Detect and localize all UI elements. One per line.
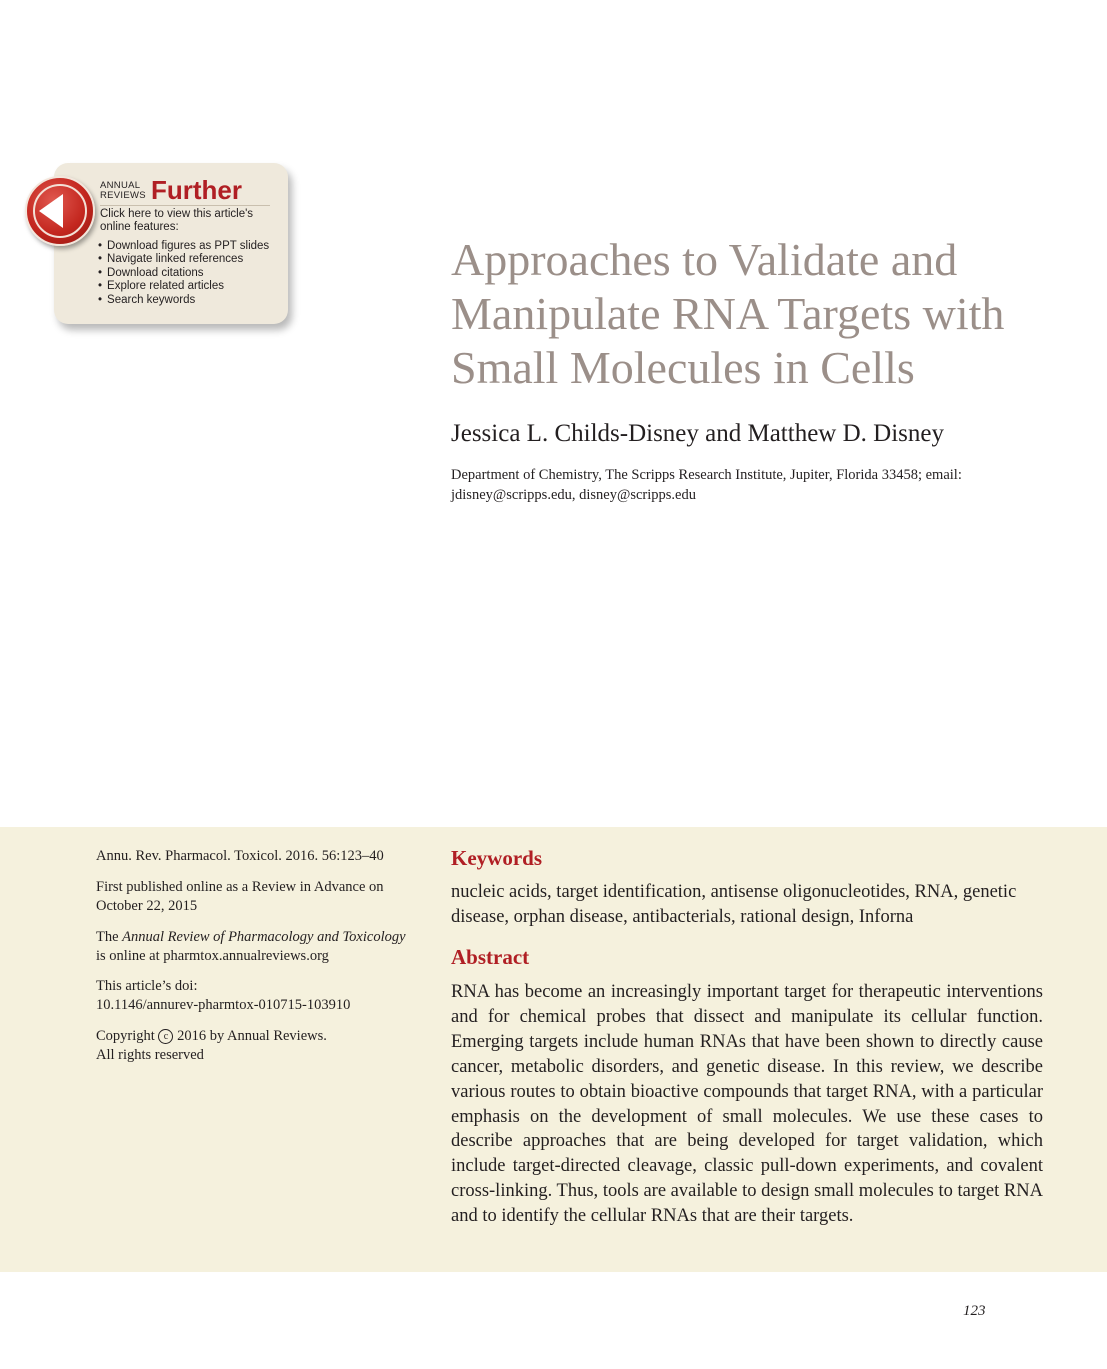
feature-item[interactable]: • Download citations (98, 267, 269, 280)
further-feature-list (98, 240, 269, 307)
further-intro-text: to view this article's online features: (100, 208, 254, 234)
author-affiliation: Department of Chemistry, The Scripps Research Institute, Jupiter, Florida 33458; email: jdisney@scripps.edu, disney@scripps.edu (451, 467, 962, 503)
left-arrow-circle-icon[interactable] (25, 176, 95, 246)
doi-block (96, 977, 416, 1015)
article-title: Approaches to Validate and Manipulate RNA Targets with Small Molecules in Cells (451, 234, 1005, 393)
doi-value[interactable]: 10.1146/annurev-pharmtox-010715-103910 (96, 997, 351, 1013)
keywords-heading: Keywords (451, 846, 542, 870)
feature-item[interactable]: • Download figures as PPT slides (98, 240, 269, 253)
copyright-block (96, 1027, 416, 1065)
abstract-text: RNA has become an increasingly important target for therapeutic interventions and for chemical probes that dissect and manipulate its cellular function. Emerging targets include human RNAs that have been shown to directly cause cancer, metabolic disorders, and genetic disease. In this review, we describe various routes to obtain bioactive compounds that target RNA, with a particular emphasis on the development of small molecules. We use these cases to describe approaches that are being developed for target validation, which include target-directed cleavage, classic pull-down experiments, and covalent cross-linking. Thus, tools are available to design small molecules to target RNA and to identify the cellular RNAs that are their targets. (451, 982, 1043, 1227)
further-divider (100, 205, 270, 206)
journal-url[interactable]: is online at pharmtox.annualreviews.org (96, 948, 329, 964)
journal-info (96, 928, 416, 966)
brand-further: Further (151, 175, 242, 205)
rights-line: All rights reserved (96, 1047, 204, 1063)
copyright-line (96, 1027, 416, 1046)
copyright-post: 2016 by Annual Reviews. (177, 1028, 327, 1044)
page-number: 123 (963, 1303, 986, 1319)
feature-item[interactable]: • Navigate linked references (98, 253, 269, 266)
abstract-heading: Abstract (451, 945, 530, 969)
feature-item[interactable]: • Search keywords (98, 294, 269, 307)
journal-name: Annual Review of Pharmacology and Toxicology (122, 929, 406, 945)
article-authors: Jessica L. Childs-Disney and Matthew D. Disney (451, 420, 944, 447)
feature-item[interactable]: • Explore related articles (98, 280, 269, 293)
journal-pre: The (96, 929, 119, 945)
copyright-pre: Copyright (96, 1028, 155, 1044)
doi-label: This article’s doi: (96, 978, 198, 994)
brand-annual-reviews: ANNUAL REVIEWS (100, 180, 146, 201)
citation: Annu. Rev. Pharmacol. Toxicol. 2016. 56:123–40 (96, 848, 384, 864)
copyright-icon: c (158, 1029, 173, 1044)
click-here-link[interactable]: Click here (100, 208, 152, 220)
keywords-text: nucleic acids, target identification, antisense oligonucleotides, RNA, genetic disease, orphan disease, antibacterials, rational design, Inforna (451, 882, 1017, 927)
further-intro (100, 208, 285, 235)
first-published: First published online as a Review in Advance on October 22, 2015 (96, 879, 384, 914)
